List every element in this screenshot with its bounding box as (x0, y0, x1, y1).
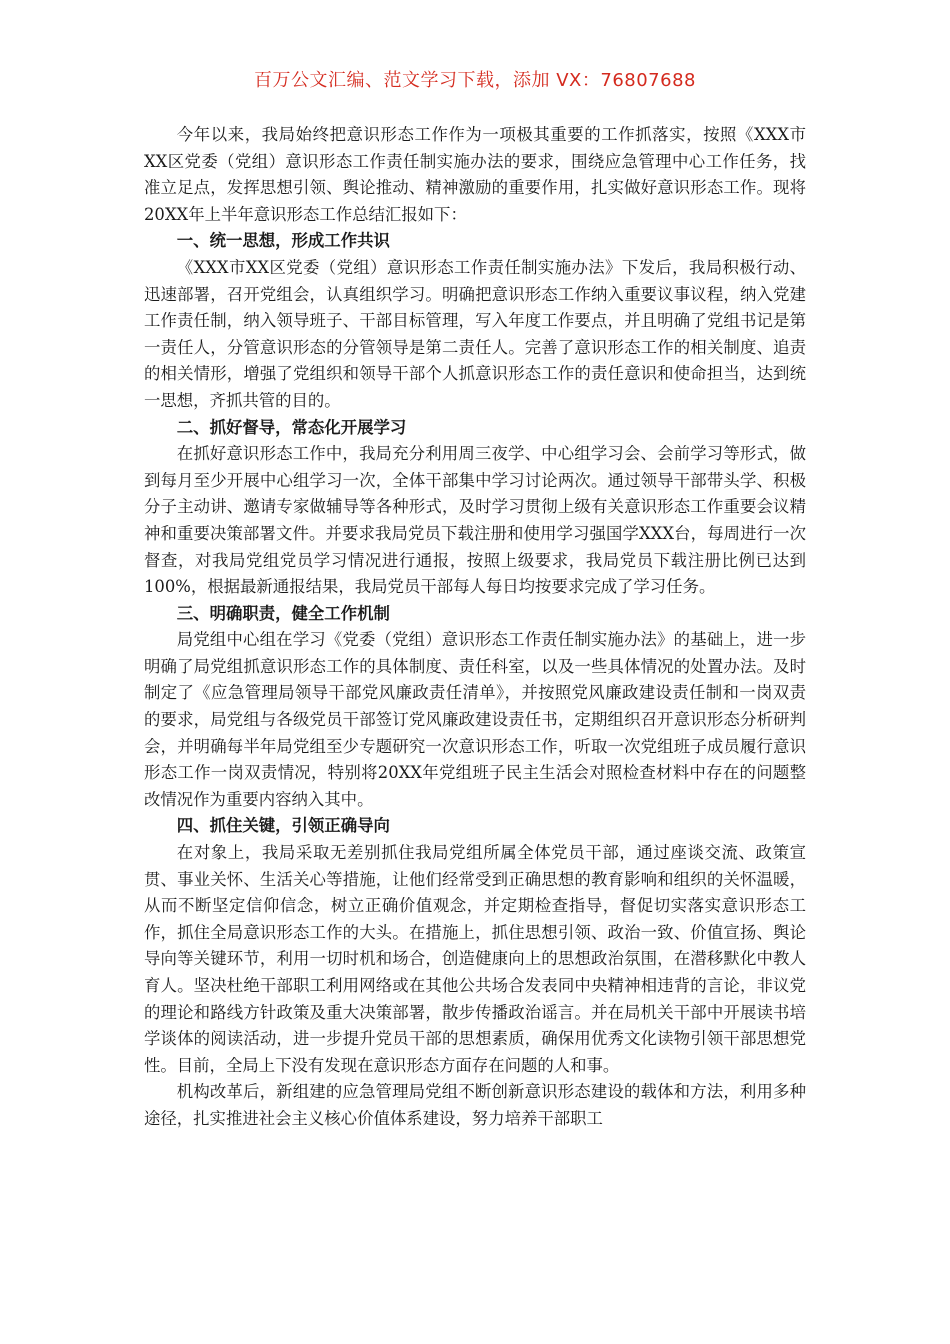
section-paragraph-4: 在对象上，我局采取无差别抓住我局党组所属全体党员干部，通过座谈交流、政策宣贯、事业关怀、生活关心等措施，让他们经常受到正确思想的教育影响和组织的关怀温暖，从而不断坚定信仰信念，树立正确价值观念，并定期检查指导，督促切实落实意识形态工作，抓住全局意识形态工作的大头。在措施上，抓住思想引领、政治一致、价值宣扬、舆论导向等关键环节，利用一切时机和场合，创造健康向上的思想政治氛围，在潜移默化中教人育人。坚决杜绝干部职工利用网络或在其他公共场合发表同中央精神相违背的言论，非议党的理论和路线方针政策及重大决策部署，散步传播政治谣言。并在局机关干部中开展读书培学谈体的阅读活动，进一步提升党员干部的思想素质，确保用优秀文化读物引领干部思想党性。目前，全局上下没有发现在意识形态方面存在问题的人和事。 (144, 843, 806, 1075)
section-heading-1: 一、统一思想，形成工作共识 (176, 231, 390, 251)
section-paragraph-3: 局党组中心组在学习《党委（党组）意识形态工作责任制实施办法》的基础上，进一步明确了局党组抓意识形态工作的具体制度、责任科室，以及一些具体情况的处置办法。及时制定了《应急管理局领导干部党风廉政责任清单》，并按照党风廉政建设责任制和一岗双责的要求，局党组与各级党员干部签订党风廉政建设责任书，定期组织召开意识形态分析研判会，并明确每半年局党组至少专题研究一次意识形态工作，听取一次党组班子成员履行意识形态工作一岗双责情况，特别将20XX年党组班子民主生活会对照检查材料中存在的问题整改情况作为重要内容纳入其中。 (144, 630, 806, 809)
section-paragraph-2: 在抓好意识形态工作中，我局充分利用周三夜学、中心组学习会、会前学习等形式，做到每月至少开展中心组学习一次，全体干部集中学习讨论两次。通过领导干部带头学、积极分子主动讲、邀请专家做辅导等各种形式，及时学习贯彻上级有关意识形态工作重要会议精神和重要决策部署文件。并要求我局党员下载注册和使用学习强国学XXX台，每周进行一次督查，对我局党组党员学习情况进行通报，按照上级要求，我局党员下载注册比例已达到100%，根据最新通报结果，我局党员干部每人每日均按要求完成了学习任务。 (144, 444, 806, 597)
document-body (144, 122, 806, 1133)
intro-paragraph: 今年以来，我局始终把意识形态工作作为一项极其重要的工作抓落实，按照《XXX市XX区党委（党组）意识形态工作责任制实施办法的要求，围绕应急管理中心工作任务，找准立足点，发挥思想引领、舆论推动、精神激励的重要作用，扎实做好意识形态工作。现将20XX年上半年意识形态工作总结汇报如下： (144, 125, 806, 224)
section-heading-4: 四、抓住关键，引领正确导向 (176, 816, 390, 836)
section-heading-3: 三、明确职责，健全工作机制 (176, 603, 390, 623)
section-paragraph-1: 《XXX市XX区党委（党组）意识形态工作责任制实施办法》下发后，我局积极行动、迅速部署，召开党组会，认真组织学习。明确把意识形态工作纳入重要议事议程，纳入党建工作责任制，纳入领导班子、干部目标管理，写入年度工作要点，并且明确了党组书记是第一责任人，分管意识形态的分管领导是第二责任人。完善了意识形态工作的相关制度、追责的相关情形，增强了党组织和领导干部个人抓意识形态工作的责任意识和使命担当，达到统一思想，齐抓共管的目的。 (144, 257, 806, 410)
download-banner: 百万公文汇编、范文学习下载，添加 VX：76807688 (254, 70, 696, 91)
closing-paragraph: 机构改革后，新组建的应急管理局党组不断创新意识形态建设的载体和方法，利用多种途径，扎实推进社会主义核心价值体系建设，努力培养干部职工 (144, 1082, 806, 1128)
section-heading-2: 二、抓好督导，常态化开展学习 (176, 417, 407, 437)
